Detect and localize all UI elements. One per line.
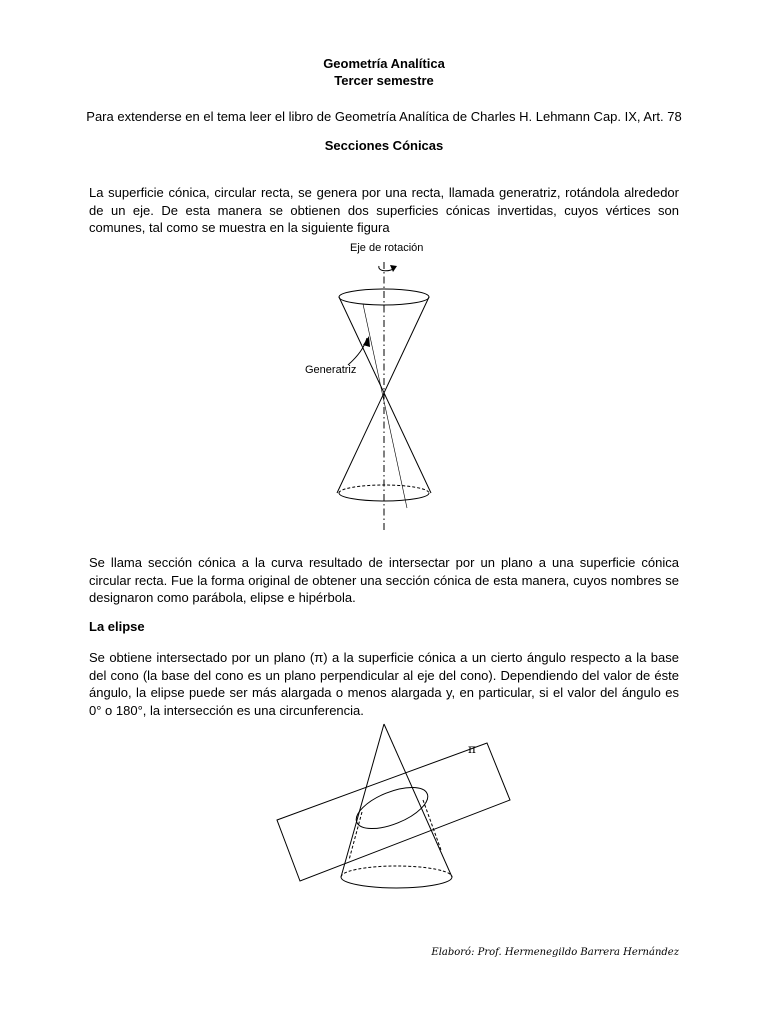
cone2-base-front — [341, 877, 452, 888]
cone2-base-back — [341, 866, 452, 877]
cone2-side-left — [341, 724, 384, 877]
axis-label: Eje de rotación — [350, 242, 424, 254]
intersecting-plane — [277, 743, 510, 881]
document-title: Geometría Analítica — [323, 56, 445, 71]
document-subtitle: Tercer semestre — [334, 73, 434, 88]
plane-label: π — [468, 742, 476, 756]
section-title: Secciones Cónicas — [324, 138, 444, 153]
cone2-side-right — [384, 724, 452, 877]
ellipse-heading: La elipse — [89, 619, 145, 634]
generatrix-label: Generatriz — [305, 364, 357, 376]
ellipse-paragraph: Se obtiene intersectado por un plano (π) a la superficie cónica a un cierto ángulo respecto a la base del cono (la base del cono es un plano perpendicular al eje del cono). Dependiendo del valor de éste ángulo, la elipse puede ser más alargada o menos alargada y, en particular, si el valor del ángulo es 0° o 180°, la intersección es una circunferencia. — [89, 650, 679, 718]
conic-section-paragraph: Se llama sección cónica a la curva resultado de intersectar por un plano a una superficie cónica circular recta. Fue la forma original de obtener una sección cónica de esta manera, cuyos nombres se designaron como parábola, elipse e hipérbola. — [89, 555, 679, 606]
reference-note: Para extenderse en el tema leer el libro de Geometría Analítica de Charles H. Lehmann Cap. IX, Art. 78 — [86, 109, 682, 124]
author-credit: Elaboró: Prof. Hermenegildo Barrera Hernández — [431, 947, 679, 958]
intro-paragraph: La superficie cónica, circular recta, se genera por una recta, llamada generatriz, rotándola alrededor de un eje. De esta manera se obtienen dos superficies cónicas invertidas, cuyos vértices son comunes, tal como se muestra en la siguiente figura — [89, 185, 679, 236]
